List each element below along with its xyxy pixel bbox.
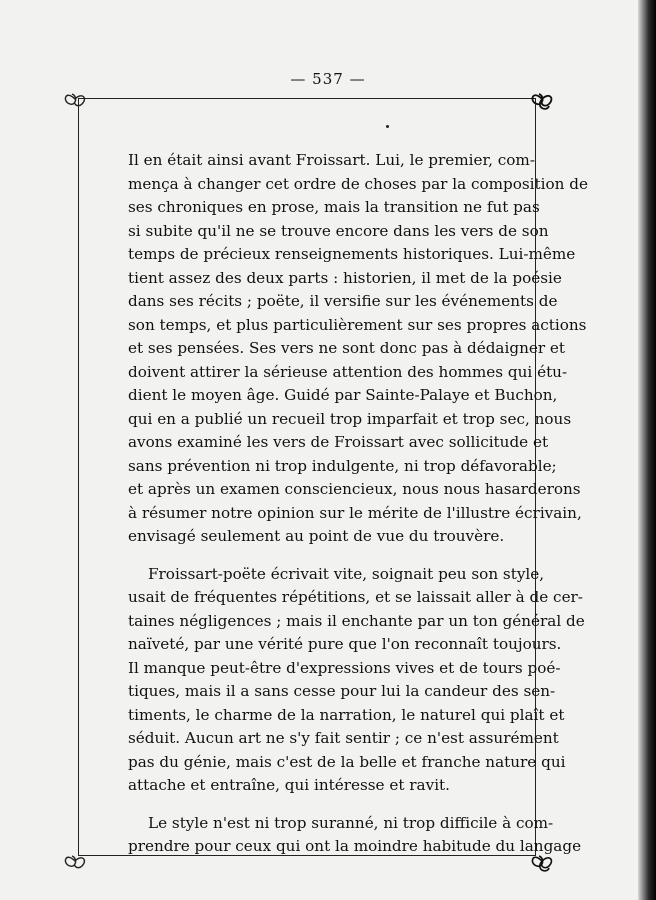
body-text <box>128 149 588 873</box>
text-line: naïveté, par une vérité pure que l'on reconnaît toujours. <box>128 635 562 653</box>
text-line: doivent attirer la sérieuse attention des hommes qui étu- <box>128 362 568 381</box>
ink-dot <box>386 125 389 128</box>
text-line: Il manque peut-être d'expressions vives et de tours poé- <box>128 658 561 677</box>
text-line: Le style n'est ni trop suranné, ni trop difficile à com- <box>148 813 554 832</box>
text-line: sans prévention ni trop indulgente, ni trop défavorable; <box>128 456 557 475</box>
text-line: tiques, mais il a sans cesse pour lui la candeur des sen- <box>128 682 556 700</box>
text-line: usait de fréquentes répétitions, et se laissait aller à de cer- <box>128 588 583 606</box>
text-line: taines négligences ; mais il enchante par un ton général de <box>128 611 585 630</box>
text-line: et après un examen consciencieux, nous nous hasarderons <box>128 480 581 498</box>
text-line: et ses pensées. Ses vers ne sont donc pas à dédaigner et <box>128 339 566 357</box>
text-line: temps de précieux renseignements historiques. Lui-même <box>128 245 576 263</box>
text-line: Froissart-poëte écrivait vite, soignait peu son style, <box>148 564 545 583</box>
text-line: tient assez des deux parts : historien, il met de la poésie <box>128 268 562 287</box>
text-line: son temps, et plus particulièrement sur ses propres actions <box>128 315 587 334</box>
text-line: ses chroniques en prose, mais la transition ne fut pas <box>128 198 540 216</box>
text-line: attache et entraîne, qui intéresse et ravit. <box>128 776 450 794</box>
corner-ornament-top-right <box>527 84 557 114</box>
corner-ornament-top-left <box>60 84 90 114</box>
text-line: mença à changer cet ordre de choses par la composition de <box>128 174 588 193</box>
paragraph-3 <box>128 812 582 859</box>
text-line: à résumer notre opinion sur le mérite de l'illustre écrivain, <box>128 503 582 522</box>
page-number: — 537 — <box>290 70 366 88</box>
paragraph-1 <box>128 149 588 549</box>
corner-ornament-bottom-left <box>60 846 90 876</box>
scan-edge <box>638 0 656 900</box>
text-line: dans ses récits ; poëte, il versifie sur les événements de <box>128 292 558 310</box>
paragraph-2 <box>128 563 585 798</box>
text-line: envisagé seulement au point de vue du trouvère. <box>128 527 505 545</box>
text-line: prendre pour ceux qui ont la moindre habitude du langage <box>128 837 582 855</box>
text-line: qui en a publié un recueil trop imparfait et trop sec, nous <box>128 409 572 428</box>
text-line: avons examiné les vers de Froissart avec sollicitude et <box>128 433 549 451</box>
text-line: dient le moyen âge. Guidé par Sainte-Palaye et Buchon, <box>128 386 558 404</box>
text-line: pas du génie, mais c'est de la belle et franche nature qui <box>128 752 566 771</box>
text-line: si subite qu'il ne se trouve encore dans les vers de son <box>128 221 549 240</box>
text-line: séduit. Aucun art ne s'y fait sentir ; ce n'est assurément <box>128 729 559 747</box>
text-line: timents, le charme de la narration, le naturel qui plaît et <box>128 705 565 724</box>
text-line: Il en était ainsi avant Froissart. Lui, le premier, com- <box>128 151 535 169</box>
